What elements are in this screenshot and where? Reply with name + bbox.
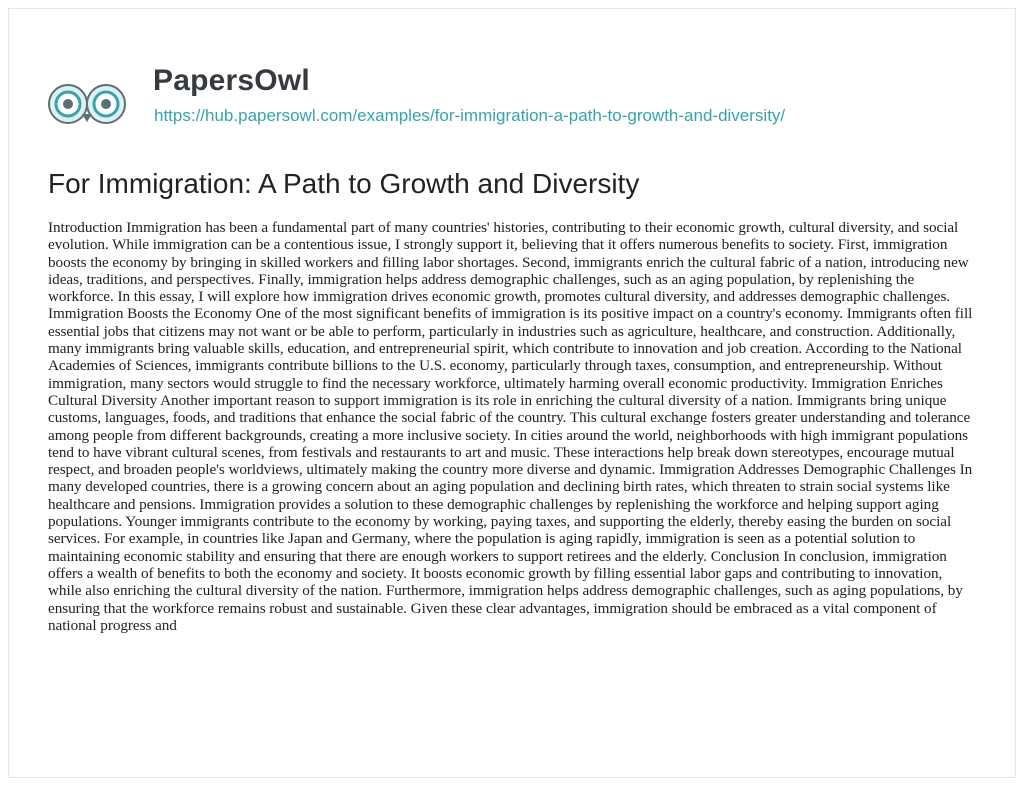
text-fade-overlay bbox=[48, 682, 978, 762]
site-header bbox=[48, 60, 1008, 144]
essay-body: Introduction Immigration has been a fundamental part of many countries' histories, contributing to their economic growth, cultural diversity, and social evolution. While immigration can be a contentious issue, I strongly support it, believing that it offers numerous benefits to society. First, immigration boosts the economy by bringing in skilled workers and filling labor shortages. Second, immigrants enrich the cultural fabric of a nation, introducing new ideas, traditions, and perspectives. Finally, immigration helps address demographic challenges, such as an aging population, by replenishing the workforce. In this essay, I will explore how immigration drives economic growth, promotes cultural diversity, and addresses demographic challenges. Immigration Boosts the Economy One of the most significant benefits of immigration is its positive impact on a country's economy. Immigrants often fill essential jobs that citizens may not want or be able to perform, particularly in industries such as agriculture, healthcare, and construction. Additionally, many immigrants bring valuable skills, education, and entrepreneurial spirit, which contribute to innovation and job creation. According to the National Academies of Sciences, immigrants contribute billions to the U.S. economy, particularly through taxes, consumption, and entrepreneurship. Without immigration, many sectors would struggle to find the necessary workforce, ultimately harming overall economic productivity. Immigration Enriches Cultural Diversity Another important reason to support immigration is its role in enriching the cultural diversity of a nation. Immigrants bring unique customs, languages, foods, and traditions that enhance the social fabric of the country. This cultural exchange fosters greater understanding and tolerance among people from different backgrounds, creating a more inclusive society. In cities around the world, neighborhoods with high immigrant populations tend to have vibrant cultural scenes, from festivals and restaurants to art and music. These interactions help break down stereotypes, encourage mutual respect, and broaden people's worldviews, ultimately making the country more diverse and dynamic. Immigration Addresses Demographic Challenges In many developed countries, there is a growing concern about an aging population and declining birth rates, which threaten to strain social systems like healthcare and pensions. Immigration provides a solution to these demographic challenges by replenishing the workforce and helping support aging populations. Younger immigrants contribute to the economy by working, paying taxes, and supporting the elderly, thereby easing the burden on social services. For example, in countries like Japan and Germany, where the population is aging rapidly, immigration is seen as a potential solution to maintaining economic stability and ensuring that there are enough workers to support retirees and the elderly. Conclusion In conclusion, immigration offers a wealth of benefits to both the economy and society. It boosts economic growth by filling essential labor gaps and contributing to innovation, while also enriching the cultural diversity of the nation. Furthermore, immigration helps address demographic challenges, such as aging populations, by ensuring that the workforce remains robust and sustainable. Given these clear advantages, immigration should be embraced as a vital component of national progress and bbox=[48, 219, 973, 634]
brand-name: PapersOwl bbox=[153, 64, 310, 97]
source-url-link[interactable]: https://hub.papersowl.com/examples/for-immigration-a-path-to-growth-and-diversity/ bbox=[154, 106, 786, 125]
owl-eyes-icon bbox=[48, 68, 136, 140]
essay-title: For Immigration: A Path to Growth and Diversity bbox=[48, 168, 640, 199]
